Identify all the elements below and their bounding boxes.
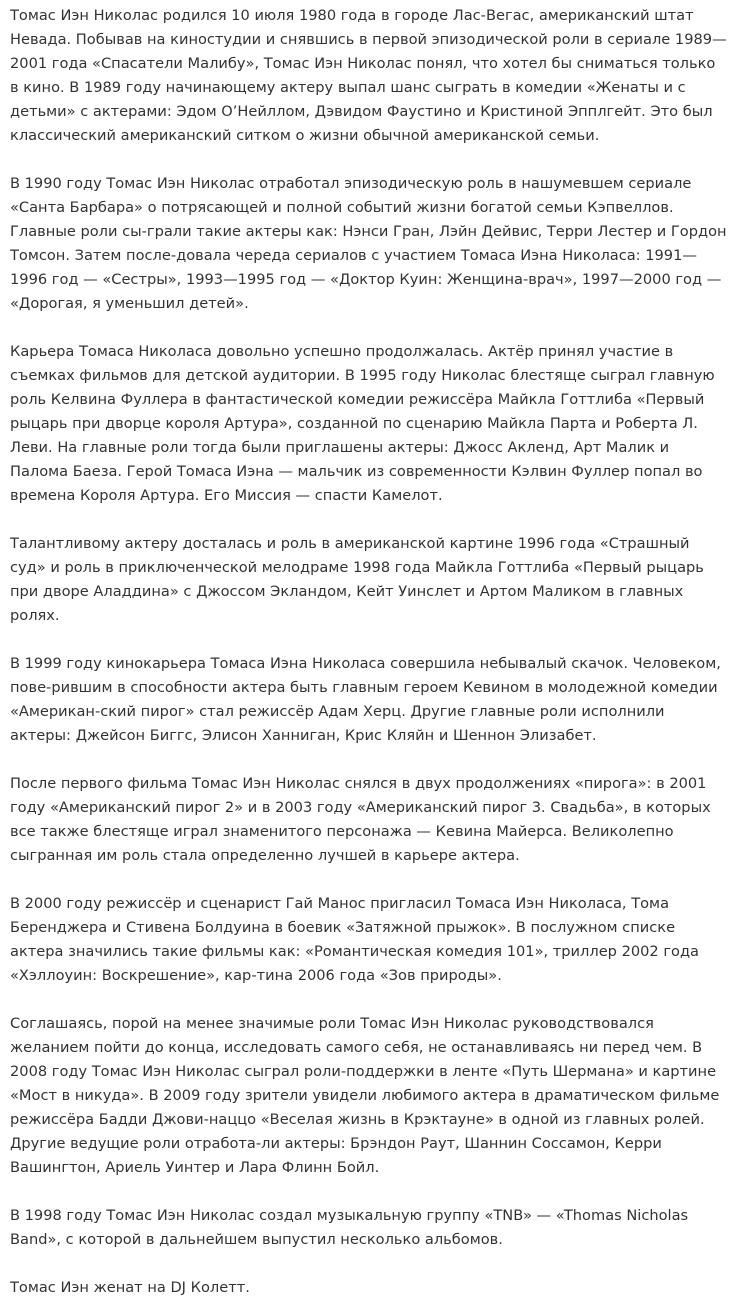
article-paragraph: Томас Иэн женат на DJ Колетт. [10, 1279, 250, 1296]
article-paragraph: В 1990 году Томас Иэн Николас отработал эпизодическую роль в нашумевшем сериале «Санта Барбара» о потрясающей и полной событий жизни богатой семьи Кэпвеллов. Главные роли сы-грали такие актеры как: Нэнси Гран, Лэйн Дейвис, Терри Лестер и Гордон Томсон. Затем после-довала череда сериалов с участием Томаса Иэна Николаса: 1991—1996 год — «Сестры», 1993—1995 год — «Доктор Куин: Женщина-врач», 1997—2000 год — «Дорогая, я уменьшил детей». [10, 175, 727, 312]
article-paragraph: Талантливому актеру досталась и роль в американской картине 1996 года «Страшный суд» и роль в приключенческой мелодраме 1998 года Майкла Готтлиба «Первый рыцарь при дворе Аладдина» с Джоссом Экландом, Кейт Уинслет и Артом Маликом в главных ролях. [10, 535, 704, 624]
article-paragraph: Карьера Томаса Николаса довольно успешно продолжалась. Актёр принял участие в съемках фильмов для детской аудитории. В 1995 году Николас блестяще сыграл главную роль Келвина Фуллера в фантастической комедии режиссёра Майкла Готтлиба «Первый рыцарь при дворце короля Артура», созданной по сценарию Майкла Парта и Роберта Л. Леви. На главные роли тогда были приглашены актеры: Джосс Акленд, Арт Малик и Палома Баеза. Герой Томаса Иэна — мальчик из современности Кэлвин Фуллер попал во времена Короля Артура. Его Миссия — спасти Камелот. [10, 343, 715, 504]
article-paragraph: В 1998 году Томас Иэн Николас создал музыкальную группу «TNB» — «Thomas Nicholas Band», с которой в дальнейшем выпустил несколько альбомов. [10, 1207, 689, 1248]
article-paragraph: В 1999 году кинокарьера Томаса Иэна Николаса совершила небывалый скачок. Человеком, пове-рившим в способности актера быть главным героем Кевином в молодежной комедии «Американ-ский пирог» стал режиссёр Адам Херц. Другие главные роли исполнили актеры: Джейсон Биггс, Элисон Ханниган, Крис Кляйн и Шеннон Элизабет. [10, 655, 721, 744]
article-paragraph: Соглашаясь, порой на менее значимые роли Томас Иэн Николас руководствовался желанием пойти до конца, исследовать самого себя, не останавливаясь ни перед чем. В 2008 году Томас Иэн Николас сыграл роли-поддержки в ленте «Путь Шермана» и картине «Мост в никуда». В 2009 году зрители увидели любимого актера в драматическом фильме режиссёра Бадди Джови-наццо «Веселая жизнь в Крэктауне» в одной из главных ролей. Другие ведущие роли отработа-ли актеры: Брэндон Раут, Шаннин Соссамон, Керри Вашингтон, Ариель Уинтер и Лара Флинн Бойл. [10, 1015, 720, 1176]
article-paragraph: Томас Иэн Николас родился 10 июля 1980 года в городе Лас-Вегас, американский штат Невада. Побывав на киностудии и снявшись в первой эпизодической роли в сериале 1989—2001 года «Спасатели Малибу», Томас Иэн Николас понял, что хотел бы сниматься только в кино. В 1989 году начинающему актеру выпал шанс сыграть в комедии «Женаты и с детьми» с актерами: Эдом О’Нейллом, Дэвидом Фаустино и Кристиной Эпплгейт. Это был классический американский ситком о жизни обычной американской семьи. [10, 7, 727, 144]
article-paragraph: После первого фильма Томас Иэн Николас снялся в двух продолжениях «пирога»: в 2001 году «Американский пирог 2» и в 2003 году «Американский пирог 3. Свадьба», в которых все также блестяще играл знаменитого персонажа — Кевина Майерса. Великолепно сыгранная им роль стала определенно лучшей в карьере актера. [10, 775, 711, 864]
article-paragraph: В 2000 году режиссёр и сценарист Гай Манос пригласил Томаса Иэн Николаса, Тома Беренджера и Стивена Болдуина в боевик «Затяжной прыжок». В послужном списке актера значились такие фильмы как: «Романтическая комедия 101», триллер 2002 года «Хэллоуин: Воскрешение», кар-тина 2006 года «Зов природы». [10, 895, 699, 984]
